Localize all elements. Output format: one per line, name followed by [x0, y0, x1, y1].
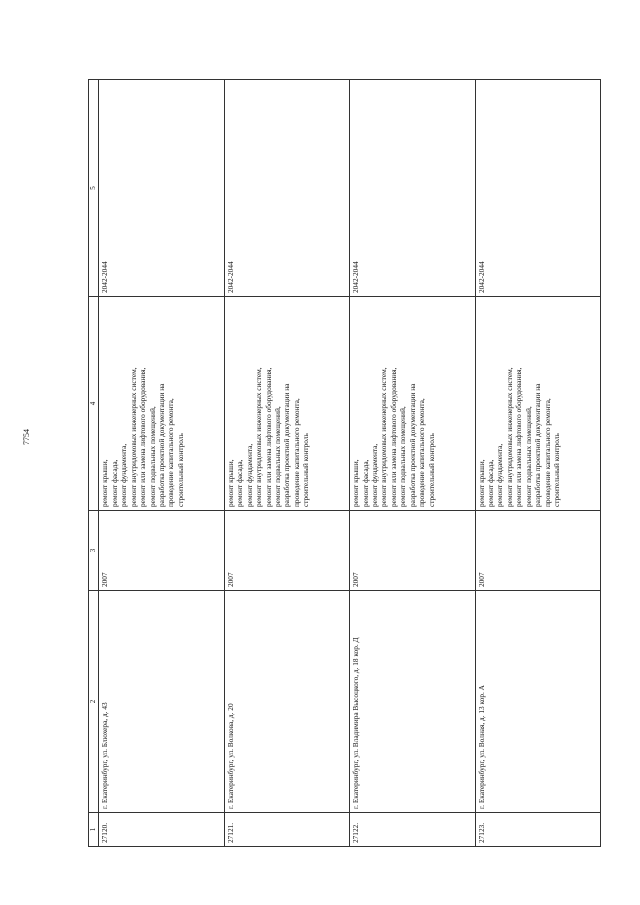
work-item: ремонт фасада,	[109, 459, 119, 507]
row-number: 27122.	[350, 813, 475, 847]
work-item: разработка проектной документации на	[282, 383, 292, 507]
work-item: ремонт подвальных помещений,	[147, 406, 157, 507]
work-item: ремонт фасада,	[235, 459, 245, 507]
header-cell: 3	[89, 511, 99, 591]
work-item: разработка проектной документации на	[157, 383, 166, 507]
address-cell: г. Екатеринбург, ул. Владимира Высоцкого, д. 18 кор. Д	[350, 591, 475, 813]
work-item: строительный контроль	[426, 433, 436, 507]
work-item: ремонт или замена лифтового оборудования,	[388, 367, 398, 507]
period-cell: 2042-2044	[224, 80, 349, 297]
table-row	[475, 80, 601, 847]
work-item: ремонт фасада,	[485, 459, 495, 507]
work-item: проведение капитального ремонта,	[166, 398, 176, 507]
work-item: разработка проектной документации на	[407, 383, 417, 507]
address-cell: г. Екатеринбург, ул. Блюхера, д. 43	[99, 591, 224, 813]
work-item: проведение капитального ремонта,	[417, 398, 427, 507]
work-item: ремонт крыши,	[100, 459, 110, 507]
work-item: ремонт фасада,	[360, 459, 370, 507]
work-item: ремонт или замена лифтового оборудования,	[138, 367, 148, 507]
period-cell: 2042-2044	[99, 80, 224, 297]
header-row	[89, 80, 99, 847]
work-item: ремонт внутридомовых инженерных систем,	[128, 367, 138, 507]
rotated-table-container	[88, 80, 601, 847]
table-row	[99, 80, 224, 847]
work-item: ремонт подвальных помещений,	[272, 406, 282, 507]
work-item: строительный контроль	[552, 433, 562, 507]
work-item: ремонт крыши,	[476, 459, 486, 507]
work-item: ремонт фундамента,	[495, 443, 505, 507]
work-item: ремонт подвальных помещений,	[523, 406, 533, 507]
address-cell: г. Екатеринбург, ул. Волкова, д. 20	[224, 591, 349, 813]
works-cell	[350, 297, 475, 511]
header-cell: 5	[89, 80, 99, 297]
work-item: строительный контроль	[175, 433, 185, 507]
table-row	[350, 80, 475, 847]
row-number: 27121.	[224, 813, 349, 847]
table-row	[224, 80, 349, 847]
work-item: ремонт внутридомовых инженерных систем,	[379, 367, 389, 507]
work-item: ремонт подвальных помещений,	[398, 406, 408, 507]
year-cell: 2007	[350, 511, 475, 591]
work-item: ремонт фундамента,	[119, 443, 129, 507]
works-cell	[475, 297, 601, 511]
period-cell: 2042-2044	[350, 80, 475, 297]
work-item: строительный контроль	[301, 433, 311, 507]
year-cell: 2007	[224, 511, 349, 591]
header-cell: 4	[89, 297, 99, 511]
year-cell: 2007	[475, 511, 601, 591]
header-cell: 2	[89, 591, 99, 813]
work-item: ремонт или замена лифтового оборудования,	[514, 367, 524, 507]
works-cell	[99, 297, 224, 511]
work-item: разработка проектной документации на	[533, 383, 543, 507]
work-item: ремонт крыши,	[225, 459, 235, 507]
work-item: ремонт внутридомовых инженерных систем,	[254, 367, 264, 507]
work-item: ремонт или замена лифтового оборудования,	[263, 367, 273, 507]
work-item: ремонт фундамента,	[370, 443, 379, 507]
work-item: ремонт крыши,	[351, 459, 361, 507]
work-item: проведение капитального ремонта,	[542, 398, 552, 507]
address-cell: г. Екатеринбург, ул. Волная, д. 13 кор. А	[475, 591, 601, 813]
work-item: ремонт фундамента,	[244, 443, 254, 507]
year-cell: 2007	[99, 511, 224, 591]
works-cell	[224, 297, 349, 511]
period-cell: 2042-2044	[475, 80, 601, 297]
work-item: ремонт внутридомовых инженерных систем,	[504, 367, 514, 507]
header-cell: 1	[89, 813, 99, 847]
row-number: 27123.	[475, 813, 601, 847]
page-number: 7754	[22, 429, 31, 445]
repair-schedule-table	[88, 79, 601, 847]
row-number: 27120.	[99, 813, 224, 847]
work-item: проведение капитального ремонта,	[291, 398, 301, 507]
